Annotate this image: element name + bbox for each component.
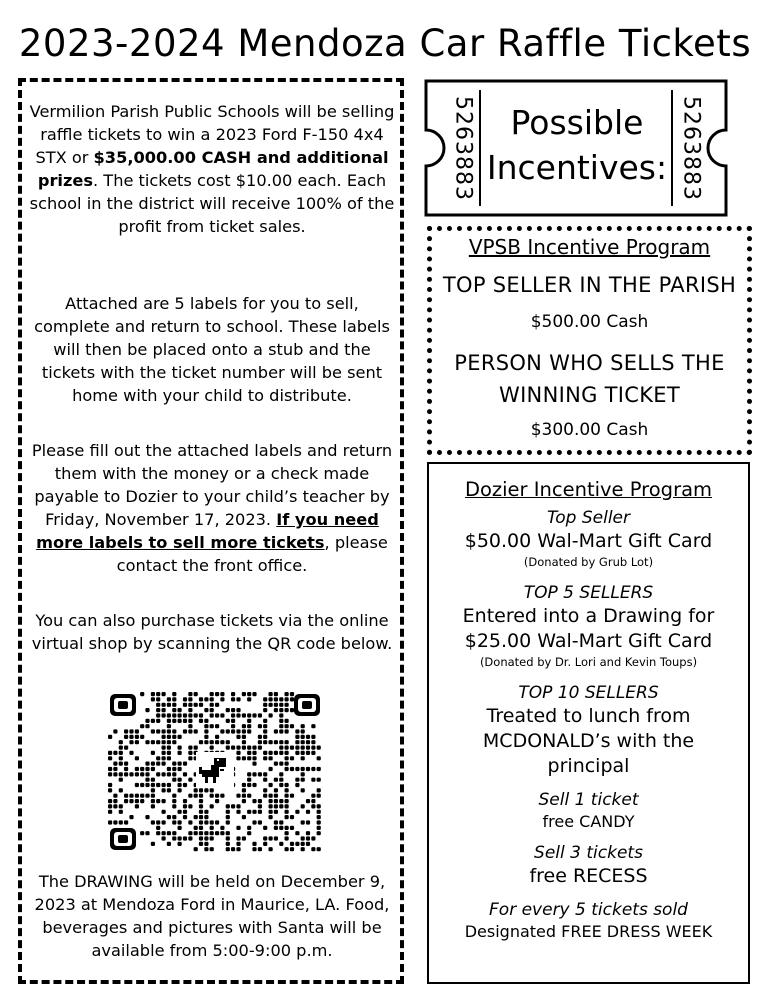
prize-highlight: $35,000.00 CASH and additional prizes — [37, 148, 389, 190]
tier-top-seller-heading: Top Seller — [546, 508, 631, 528]
intro-text: Vermilion Parish Public Schools will be selling raffle tickets to win a 2023 Ford F-150 4x4 STX or — [29, 102, 395, 167]
ticket-title — [482, 100, 672, 190]
vpsb-incentive-box — [427, 226, 752, 455]
tier-sell3-prize: free RECESS — [529, 865, 648, 887]
instructions-paragraph — [28, 439, 396, 577]
ticket-number-left: 5263883 — [450, 95, 476, 201]
ticket-title-line2: Incentives: — [486, 148, 668, 187]
page-title: 2023-2024 Mendoza Car Raffle Tickets — [18, 22, 752, 65]
instructions-tail: , please contact the front office. — [116, 533, 388, 575]
info-panel — [18, 78, 404, 984]
tier-top5-donor: (Donated by Dr. Lori and Kevin Toups) — [479, 655, 698, 669]
drawing-paragraph: The DRAWING will be held on December 9, 2023 at Mendoza Ford in Maurice, LA. Food, beverages and pictures with Santa will be available from 5:00-9:00 p.m. — [34, 872, 390, 960]
vpsb-title: VPSB Incentive Program — [468, 235, 711, 259]
online-shop-paragraph: You can also purchase tickets via the online virtual shop by scanning the QR code below. — [31, 611, 393, 653]
tier-sell3-heading: Sell 3 tickets — [534, 843, 643, 863]
intro-text-end: . The tickets cost $10.00 each. Each school in the district will receive 100% of the profit from ticket sales. — [29, 171, 395, 236]
more-labels-note: If you need more labels to sell more tickets — [36, 510, 379, 552]
ticket-number-right: 5263883 — [678, 95, 704, 201]
vpsb-prize-top-seller: $500.00 Cash — [530, 312, 649, 332]
tier-top5-heading: TOP 5 SELLERS — [523, 583, 654, 603]
tier-top-seller-prize: $50.00 Wal-Mart Gift Card — [464, 530, 713, 552]
vpsb-item-top-seller: TOP SELLER IN THE PARISH — [442, 273, 737, 297]
labels-paragraph: Attached are 5 labels for you to sell, complete and return to school. These labels will then be placed onto a stub and the tickets with the ticket number will be sent home with your child to distribute. — [34, 294, 390, 405]
tier-every5-heading: For every 5 tickets sold — [489, 900, 688, 920]
qr-code[interactable] — [108, 692, 322, 852]
vpsb-prize-winning-ticket: $300.00 Cash — [530, 420, 649, 440]
tier-every5-prize: Designated FREE DRESS WEEK — [464, 922, 713, 941]
tier-top10-prize: Treated to lunch from MCDONALD’s with the principal — [482, 705, 695, 777]
ticket-graphic — [420, 78, 732, 218]
tier-sell1-heading: Sell 1 ticket — [538, 790, 639, 810]
dozier-title: Dozier Incentive Program — [464, 478, 713, 501]
tier-top-seller-donor: (Donated by Grub Lot) — [523, 555, 654, 569]
tier-sell1-prize: free CANDY — [542, 812, 635, 831]
dozier-incentive-box — [427, 462, 750, 984]
vpsb-item-winning-ticket: PERSON WHO SELLS THE WINNING TICKET — [454, 351, 725, 407]
instructions-text: Please fill out the attached labels and return them with the money or a check made payable to Dozier to your child’s teacher by Friday, November 17, 2023. — [31, 441, 393, 529]
intro-paragraph — [28, 100, 396, 238]
tier-top5-prize: Entered into a Drawing for $25.00 Wal-Mart Gift Card — [462, 605, 715, 652]
tier-top10-heading: TOP 10 SELLERS — [518, 683, 659, 703]
ticket-title-line1: Possible — [510, 103, 644, 142]
